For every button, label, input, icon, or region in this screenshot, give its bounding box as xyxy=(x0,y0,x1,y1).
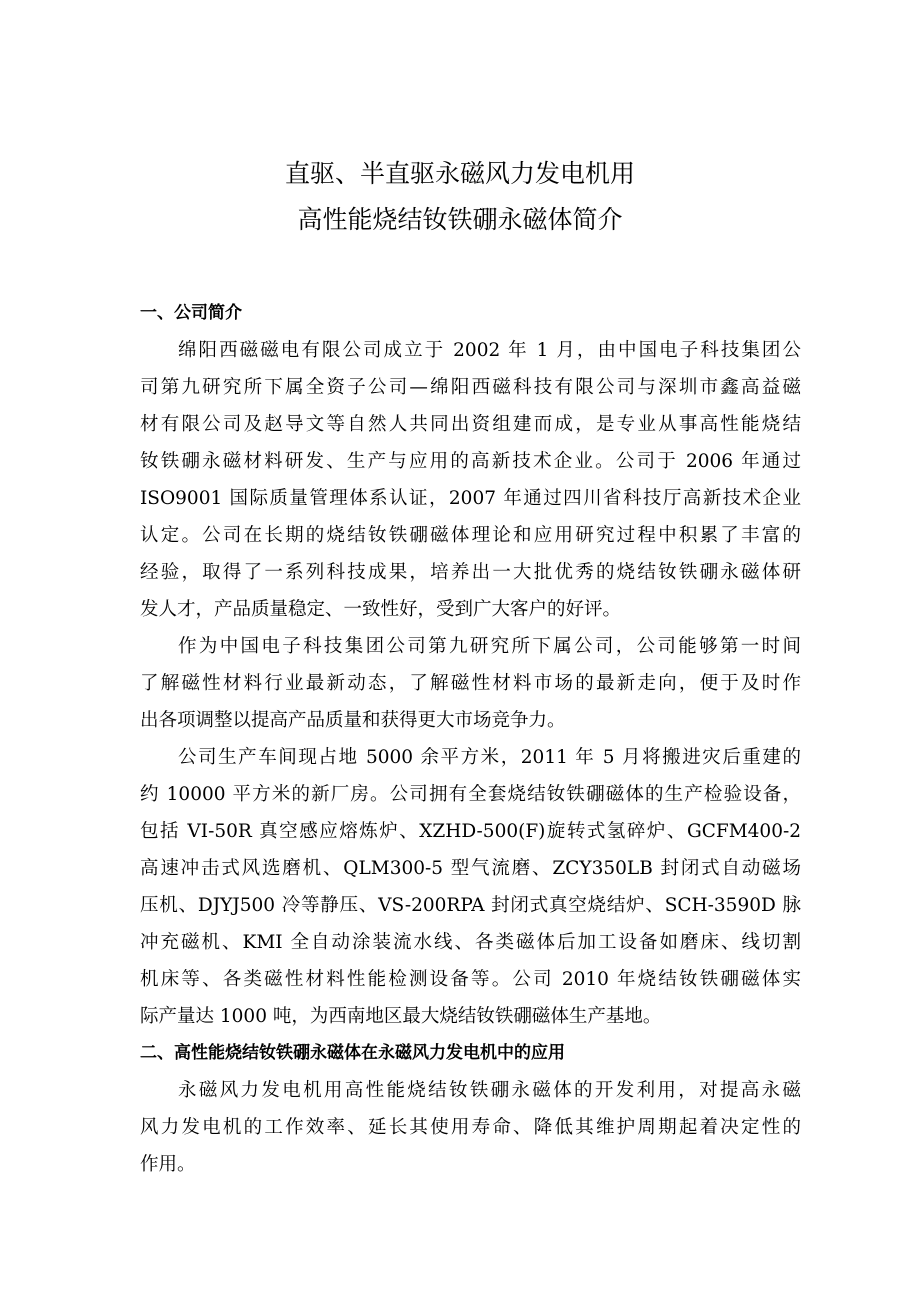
paragraph-line: 约 10000 平方米的新厂房。公司拥有全套烧结钕铁硼磁体的生产检验设备， xyxy=(140,784,801,805)
paragraph-line: 作用。 xyxy=(140,1154,196,1175)
paragraph-line: 绵阳西磁磁电有限公司成立于 2002 年 1 月，由中国电子科技集团公 xyxy=(178,340,801,361)
paragraph-line: 公司生产车间现占地 5000 余平方米，2011 年 5 月将搬进灾后重建的 xyxy=(178,747,801,768)
paragraph-line: 发人才，产品质量稳定、一致性好，受到广大客户的好评。 xyxy=(140,599,622,620)
document-title-line-1: 直驱、半直驱永磁风力发电机用 xyxy=(284,159,635,188)
paragraph-line: 认定。公司在长期的烧结钕铁硼磁体理论和应用研究过程中积累了丰富的 xyxy=(140,525,801,546)
document-body xyxy=(140,295,801,1183)
paragraph-line: 际产量达 1000 吨，为西南地区最大烧结钕铁硼磁体生产基地。 xyxy=(140,1006,662,1027)
document-title-line-2: 高性能烧结钕铁硼永磁体简介 xyxy=(297,205,623,234)
paragraph-line: 出各项调整以提高产品质量和获得更大市场竞争力。 xyxy=(140,710,566,731)
paragraph-line: 压机、DJYJ500 冷等静压、VS-200RPA 封闭式真空烧结炉、SCH-3590D 脉 xyxy=(140,895,801,916)
paragraph-line: 冲充磁机、KMI 全自动涂装流水线、各类磁体后加工设备如磨床、线切割 xyxy=(140,932,801,953)
paragraph-line: 包括 VI-50R 真空感应熔炼炉、XZHD-500(F)旋转式氢碎炉、GCFM400-2 xyxy=(140,821,801,842)
paragraph-line: 机床等、各类磁性材料性能检测设备等。公司 2010 年烧结钕铁硼磁体实 xyxy=(140,969,801,990)
paragraph-line: 钕铁硼永磁材料研发、生产与应用的高新技术企业。公司于 2006 年通过 xyxy=(140,451,801,472)
paragraph-line: 风力发电机的工作效率、延长其使用寿命、降低其维护周期起着决定性的 xyxy=(140,1117,801,1138)
paragraph-line: ISO9001 国际质量管理体系认证，2007 年通过四川省科技厅高新技术企业 xyxy=(140,488,801,509)
section-heading: 二、高性能烧结钕铁硼永磁体在永磁风力发电机中的应用 xyxy=(140,1043,565,1063)
paragraph-line: 作为中国电子科技集团公司第九研究所下属公司，公司能够第一时间 xyxy=(178,636,801,657)
paragraph-line: 了解磁性材料行业最新动态，了解磁性材料市场的最新走向，便于及时作 xyxy=(140,673,801,694)
paragraph-line: 高速冲击式风选磨机、QLM300-5 型气流磨、ZCY350LB 封闭式自动磁场 xyxy=(140,858,801,879)
paragraph-line: 经验，取得了一系列科技成果，培养出一大批优秀的烧结钕铁硼永磁体研 xyxy=(140,562,801,583)
paragraph-line: 永磁风力发电机用高性能烧结钕铁硼永磁体的开发利用，对提高永磁 xyxy=(178,1080,801,1101)
section-heading: 一、公司简介 xyxy=(140,303,242,323)
paragraph-line: 材有限公司及赵导文等自然人共同出资组建而成，是专业从事高性能烧结 xyxy=(140,414,801,435)
paragraph-line: 司第九研究所下属全资子公司—绵阳西磁科技有限公司与深圳市鑫高益磁 xyxy=(140,377,801,398)
